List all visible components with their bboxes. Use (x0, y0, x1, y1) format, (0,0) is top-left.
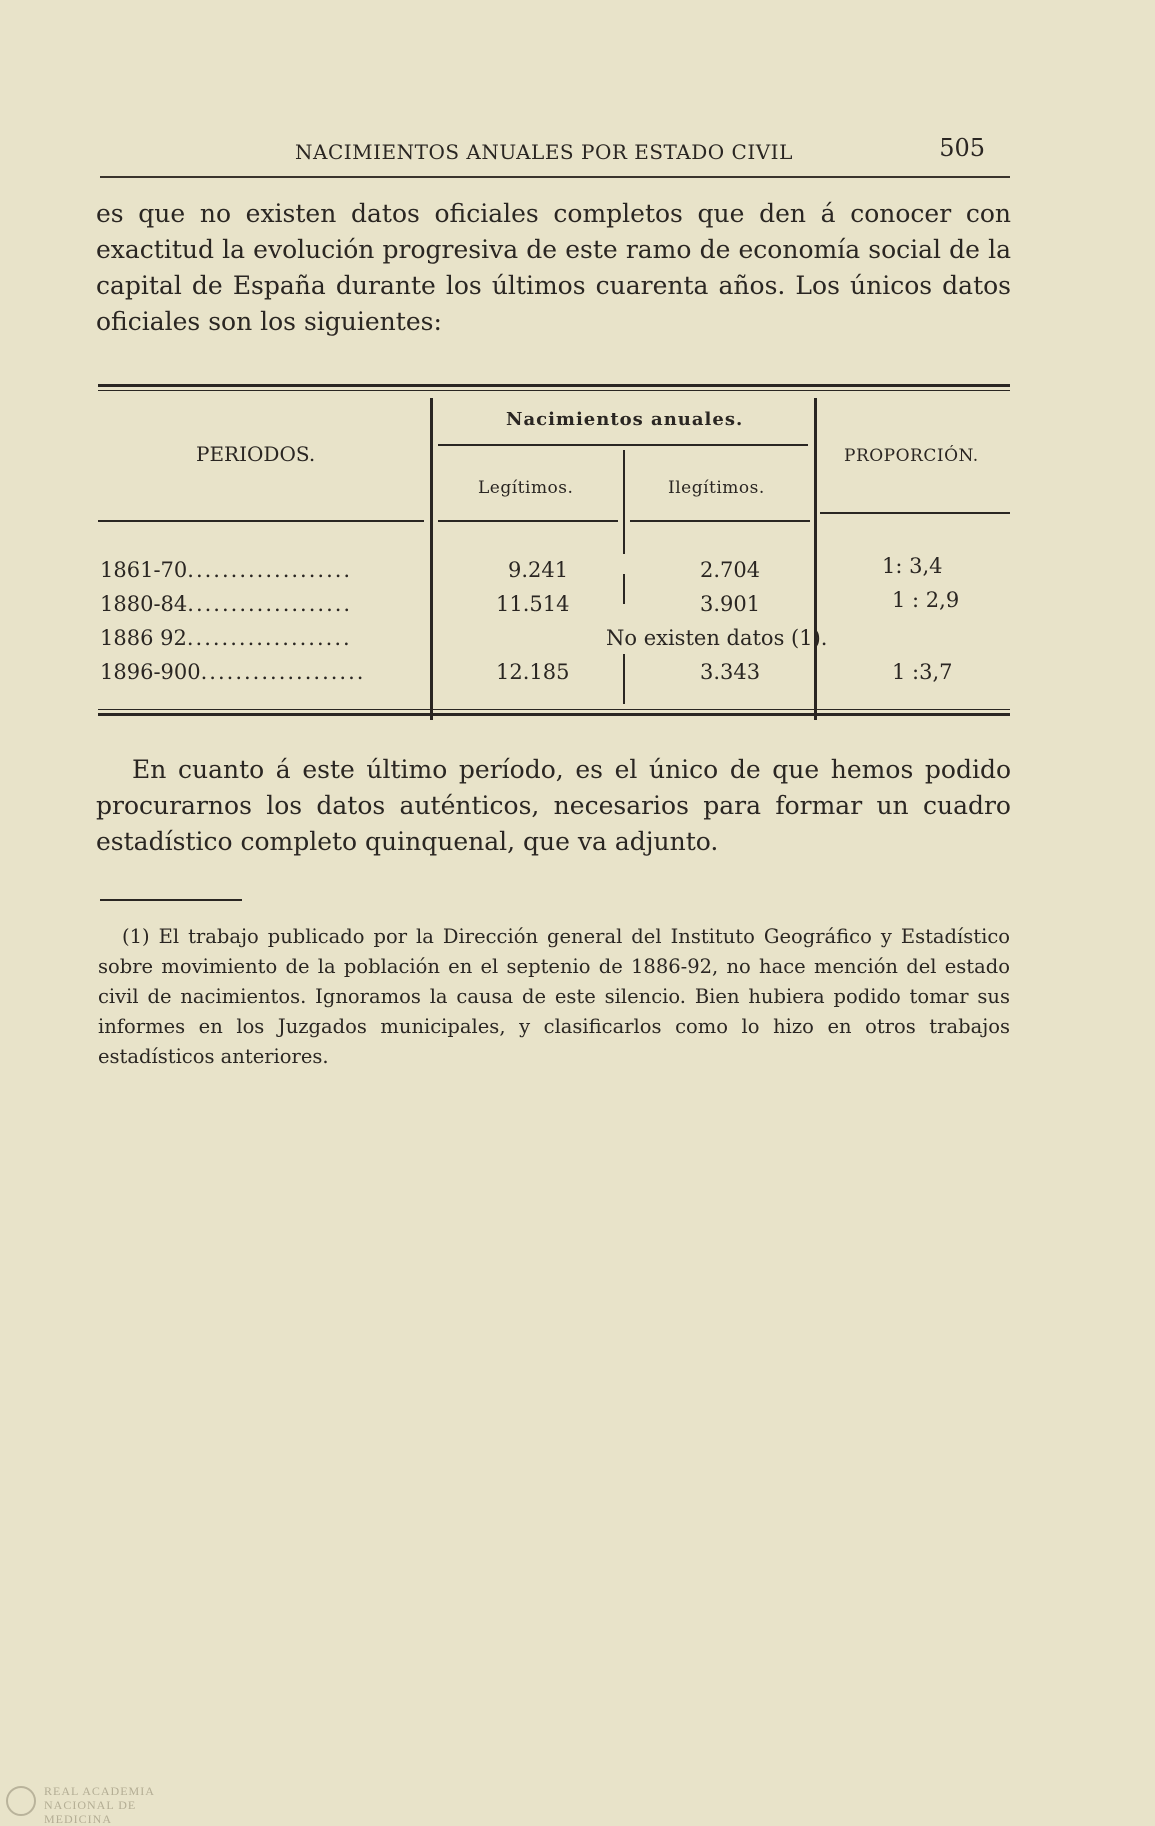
header-rule-ilegitimos (630, 520, 810, 522)
table-row-period (100, 592, 352, 616)
group-header-nacimientos: Nacimientos anuales. (506, 409, 744, 430)
intro-paragraph: es que no existen datos oficiales completos que den á conocer con exactitud la evolución progresiva de este ramo de economía social de la capital de España durante los últimos cuarenta años. Los únicos datos oficiales son los siguientes: (96, 199, 1011, 336)
no-data-note: No existen datos (1). (606, 626, 828, 650)
table-top-rule (98, 384, 1010, 387)
table-vrule-2a (623, 450, 625, 554)
header-rule-legitimos (438, 520, 618, 522)
col-legitimos-header: Legítimos. (478, 478, 574, 498)
period-label: 1896-900 (100, 660, 201, 684)
legitimos-value: 12.185 (496, 660, 570, 684)
legitimos-value: 11.514 (496, 592, 570, 616)
footnote-text: (1) El trabajo publicado por la Dirección general del Instituto Geográfico y Estadístico sobre movimiento de la población en el septenio de 1886-92, no hace mención del estado civil de nacimientos. Ignoramos la causa de este silencio. Bien hubiera podido tomar sus informes en los Juzgados municipales, y clasificarlos como lo hizo en otros trabajos estadísticos anteriores. (98, 925, 1010, 1068)
col-ilegitimos-header: Ilegítimos. (668, 478, 765, 498)
leader-dots: ................... (200, 660, 366, 684)
running-head (100, 132, 1000, 172)
table-vrule-3 (814, 398, 817, 720)
period-label: 1880-84 (100, 592, 188, 616)
ilegitimos-value: 2.704 (700, 558, 761, 582)
proporcion-value: 1 :3,7 (892, 660, 953, 684)
page-number: 505 (939, 134, 985, 162)
table-bottom-rule (98, 713, 1010, 716)
ilegitimos-value: 3.343 (700, 660, 761, 684)
watermark-text (44, 1784, 206, 1826)
table-top-rule-thin (98, 390, 1010, 391)
table-row-period (100, 558, 352, 582)
leader-dots: ................... (187, 592, 353, 616)
col-periodos-header: PERIODOS. (196, 442, 316, 466)
legitimos-value: 9.241 (508, 558, 569, 582)
proporcion-value: 1: 3,4 (882, 554, 943, 578)
col-proporcion-header: PROPORCIÓN. (844, 446, 979, 466)
library-watermark (6, 1784, 206, 1826)
leader-dots: ................... (186, 626, 352, 650)
period-label: 1861-70 (100, 558, 188, 582)
period-label: 1886 92 (100, 626, 187, 650)
table-bottom-rule-thin (98, 709, 1010, 710)
footnote-rule (100, 899, 242, 901)
proporcion-value: 1 : 2,9 (892, 588, 960, 612)
ilegitimos-value: 3.901 (700, 592, 761, 616)
table-vrule-2b (623, 574, 625, 604)
table-vrule-1 (430, 398, 433, 720)
group-header-rule (438, 444, 808, 446)
watermark-line-1: REAL ACADEMIA (44, 1784, 155, 1798)
watermark-line-2: NACIONAL DE MEDICINA (44, 1798, 137, 1826)
table-vrule-2c (623, 654, 625, 704)
closing-paragraph: En cuanto á este último período, es el único de que hemos podido procurarnos los datos auténticos, necesarios para formar un cuadro estadístico completo quinquenal, que va adjunto. (96, 755, 1011, 856)
seal-icon (6, 1786, 36, 1816)
table-row-period (100, 626, 352, 650)
footnote (98, 922, 1010, 1072)
header-rule (100, 176, 1010, 178)
running-head-title: NACIMIENTOS ANUALES POR ESTADO CIVIL (295, 140, 793, 164)
table-row-period (100, 660, 365, 684)
header-rule-proporcion (820, 512, 1010, 514)
births-table (98, 384, 1010, 716)
header-rule-periodos (98, 520, 424, 522)
leader-dots: ................... (187, 558, 353, 582)
